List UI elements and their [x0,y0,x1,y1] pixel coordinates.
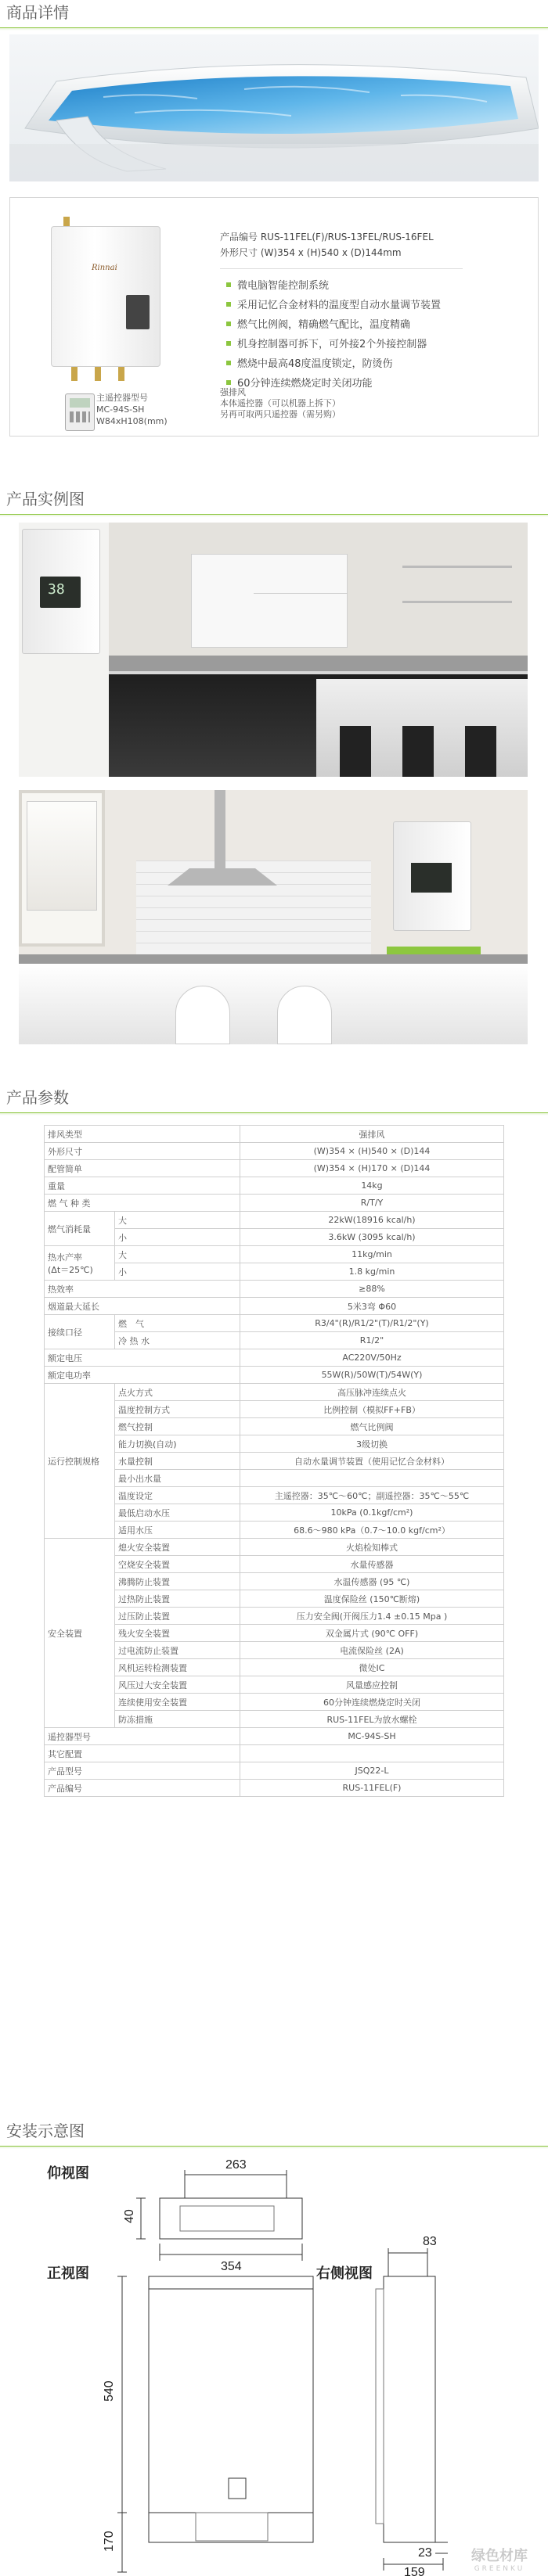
spec-value: 高压脉冲连续点火 [240,1384,504,1401]
spec-value: 燃气比例阀 [240,1418,504,1435]
remote-title: 主遥控器型号 [96,393,148,403]
spec-sublabel: 残火安全装置 [115,1625,240,1642]
spec-row [45,1177,504,1195]
spec-label-text: 燃气消耗量 [48,1223,91,1234]
spec-value: 14kg [240,1177,504,1195]
spec-sublabel: 温度设定 [115,1487,240,1504]
size-label: 外形尺寸 [220,247,258,258]
spec-value: 水温传感器 (95 ℃) [240,1573,504,1590]
spec-label [45,1539,115,1728]
spec-label [45,1177,240,1195]
spec-sublabel: 过电流防止装置 [115,1642,240,1659]
remote-control-image [65,393,95,431]
feature-item: 燃气比例阀，精确燃气配比，温度精确 [226,314,441,333]
spec-label-text: 额定电压 [48,1353,82,1363]
spec-label [45,1246,115,1281]
spec-row [45,1539,504,1556]
spec-label [45,1126,240,1143]
spec-sublabel: 大 [115,1246,240,1263]
spec-label [45,1212,115,1246]
svg-text:右侧视图: 右侧视图 [316,2265,373,2282]
spec-sublabel: 风压过大安全装置 [115,1676,240,1694]
spec-value: 3.6kW (3095 kcal/h) [240,1229,504,1246]
spec-sublabel: 风机运转检测装置 [115,1659,240,1676]
spec-sublabel: 适用水压 [115,1522,240,1539]
kitchen-photo-2 [19,790,528,1044]
spec-value: (W)354 × (H)540 × (D)144 [240,1143,504,1160]
spec-table [44,1125,504,1797]
spec-sublabel: 大 [115,1212,240,1229]
spec-sublabel: 水量控制 [115,1453,240,1470]
spec-row [45,1780,504,1797]
spec-sublabel: 熄火安全装置 [115,1539,240,1556]
spec-value: R/T/Y [240,1195,504,1212]
spec-label-text: 重量 [48,1180,65,1191]
spec-value: 微处IC [240,1659,504,1676]
spec-row [45,1212,504,1229]
note-remote-extra: 另再可取两只遥控器（需另购） [220,409,341,419]
spec-value: R3/4"(R)/R1/2"(T)/R1/2"(Y) [240,1315,504,1332]
section-title-install: 安装示意图 [0,2118,548,2147]
spec-value: 水量传感器 [240,1556,504,1573]
spec-value: 3级切换 [240,1435,504,1453]
spec-sublabel: 最小出水量 [115,1470,240,1487]
spec-sublabel: 过压防止装置 [115,1608,240,1625]
spec-label-text: 产品型号 [48,1766,82,1777]
spec-label-text: 排风类型 [48,1129,82,1140]
spec-value: 强排风 [240,1126,504,1143]
spec-sublabel: 小 [115,1229,240,1246]
spec-value: 11kg/min [240,1246,504,1263]
note-remote-detach: 本体遥控器（可以机器上拆下） [220,398,341,408]
spec-value: 1.8 kg/min [240,1263,504,1281]
install-drawing [47,2151,517,2576]
spec-value: 自动水量调节装置（使用记忆合金材料） [240,1453,504,1470]
heater-on-wall [22,529,100,654]
spec-row [45,1384,504,1401]
dim-83: 83 [423,2235,437,2248]
feature-item: 60分钟连续燃烧定时关闭功能 [226,372,441,392]
spec-sublabel: 空烧安全装置 [115,1556,240,1573]
heater-on-wall [393,821,471,931]
spec-label [45,1780,240,1797]
spec-value: 22kW(18916 kcal/h) [240,1212,504,1229]
spec-value: JSQ22-L [240,1762,504,1780]
spec-label [45,1195,240,1212]
spec-value: RUS-11FEL为放水螺栓 [240,1711,504,1728]
spec-value: R1/2" [240,1332,504,1349]
spec-sublabel: 过热防止装置 [115,1590,240,1608]
svg-text:仰视图: 仰视图 [47,2165,89,2182]
dim-354: 354 [221,2260,242,2273]
spec-label [45,1745,240,1762]
dim-159: 159 [404,2566,425,2576]
spec-label-text: 安全装置 [48,1628,82,1639]
spec-value: 60分钟连续燃烧定时关闭 [240,1694,504,1711]
spec-sublabel: 最低启动水压 [115,1504,240,1522]
spec-label-text: 烟道最大延长 [48,1301,99,1312]
watermark-cn: 绿色材库 [471,2548,528,2564]
spec-row [45,1728,504,1745]
spec-label [45,1143,240,1160]
size-value: (W)354 x (H)540 x (D)144mm [260,247,402,258]
dimension-drawing [47,2151,517,2576]
spec-label-text: 外形尺寸 [48,1146,82,1157]
spec-label-sub: (Δt＝25℃) [48,1264,93,1275]
spec-label-text: 接续口径 [48,1327,82,1338]
spec-row [45,1315,504,1332]
spec-value: 10kPa (0.1kgf/cm²) [240,1504,504,1522]
spec-label [45,1315,115,1349]
spec-label-text: 配管简单 [48,1163,82,1174]
kitchen-photo-1 [19,523,528,777]
spec-value: 主遥控器：35℃～60℃；副遥控器：35℃～55℃ [240,1487,504,1504]
spec-sublabel: 冷 热 水 [115,1332,240,1349]
spec-sublabel: 温度控制方式 [115,1401,240,1418]
product-intro-box [9,197,539,437]
spec-value: 比例控制（模拟FF+FB） [240,1401,504,1418]
spec-sublabel: 连续使用安全装置 [115,1694,240,1711]
remote-size: W84xH108(mm) [96,416,168,426]
spec-row [45,1762,504,1780]
spec-label-text: 产品编号 [48,1783,82,1794]
spec-value: 风量感应控制 [240,1676,504,1694]
spec-label-text: 燃 气 种 类 [48,1198,91,1209]
spec-value: 火焰检知棒式 [240,1539,504,1556]
control-panel [126,295,150,329]
hero-banner [9,34,539,181]
spec-sublabel: 能力切换(自动) [115,1435,240,1453]
code-value: RUS-11FEL(F)/RUS-13FEL/RUS-16FEL [260,232,434,243]
side-view-label [316,2265,373,2282]
feature-item: 燃烧中最高48度温度锁定，防烫伤 [226,353,441,372]
bathtub-illustration [9,34,539,181]
spec-value: ≥88% [240,1281,504,1298]
brand-logo: Rinnai [92,264,117,272]
front-view-label [47,2265,89,2282]
spec-value: 电流保险丝 (2A) [240,1642,504,1659]
section-title-examples: 产品实例图 [0,487,548,515]
remote-model: MC-94S-SH [96,404,145,415]
spec-sublabel: 点火方式 [115,1384,240,1401]
spec-value: 压力安全阀(开阀压力1.4 ±0.15 Mpa ) [240,1608,504,1625]
spec-sublabel: 小 [115,1263,240,1281]
feature-item: 机身控制器可拆下，可外接2个外接控制器 [226,333,441,353]
dim-263: 263 [225,2158,247,2172]
spec-sublabel: 沸腾防止装置 [115,1573,240,1590]
dim-170: 170 [103,2531,116,2552]
spec-value: 55W(R)/50W(T)/54W(Y) [240,1367,504,1384]
spec-value: MC-94S-SH [240,1728,504,1745]
spec-value: 68.6～980 kPa（0.7～10.0 kgf/cm²） [240,1522,504,1539]
spec-value [240,1470,504,1487]
feature-item: 采用记忆合金材料的温度型自动水量调节装置 [226,294,441,314]
spec-label-text: 遥控器型号 [48,1731,91,1742]
top-view-label [47,2165,89,2182]
spec-row [45,1349,504,1367]
spec-value [240,1745,504,1762]
spec-row [45,1367,504,1384]
spec-label [45,1281,240,1298]
svg-text:正视图: 正视图 [47,2265,89,2282]
spec-table-wrap [44,1125,504,1797]
spec-row [45,1298,504,1315]
watermark-en: GREENKU [474,2565,525,2573]
spec-value: 双金属片式 (90℃ OFF) [240,1625,504,1642]
section-title-params: 产品参数 [0,1085,548,1113]
spec-label-text: 热水产率 [48,1252,82,1263]
feature-item: 微电脑智能控制系统 [226,275,441,294]
spec-label [45,1762,240,1780]
spec-label-text: 热效率 [48,1284,74,1295]
feature-list [226,275,441,392]
spec-label [45,1160,240,1177]
spec-row [45,1126,504,1143]
spec-row [45,1246,504,1263]
spec-row [45,1143,504,1160]
spec-value: RUS-11FEL(F) [240,1780,504,1797]
spec-label [45,1349,240,1367]
dim-40: 40 [123,2209,136,2223]
heater-display: 38 [48,581,65,598]
spec-row [45,1281,504,1298]
heater-image [48,217,165,381]
spec-value: 温度保险丝 (150℃断熔) [240,1590,504,1608]
spec-value: 5米3弯 Φ60 [240,1298,504,1315]
spec-sublabel: 燃气控制 [115,1418,240,1435]
spec-value: AC220V/50Hz [240,1349,504,1367]
spec-label [45,1367,240,1384]
spec-label [45,1728,240,1745]
spec-label-text: 运行控制规格 [48,1456,99,1467]
spec-row [45,1160,504,1177]
vent-type: 强排风 [220,387,246,397]
spec-row [45,1195,504,1212]
spec-sublabel: 防冻措施 [115,1711,240,1728]
spec-sublabel: 燃 气 [115,1315,240,1332]
spec-value: (W)354 × (H)170 × (D)144 [240,1160,504,1177]
base-cabinets [19,964,528,1044]
code-label: 产品编号 [220,232,258,243]
watermark [471,2545,528,2573]
spec-label [45,1384,115,1539]
dim-540: 540 [103,2380,116,2402]
spec-row [45,1745,504,1762]
spec-label [45,1298,240,1315]
section-title-details: 商品详情 [0,0,548,28]
spec-label-text: 额定电功率 [48,1370,91,1381]
spec-label-text: 其它配置 [48,1748,82,1759]
dim-23: 23 [418,2546,432,2560]
